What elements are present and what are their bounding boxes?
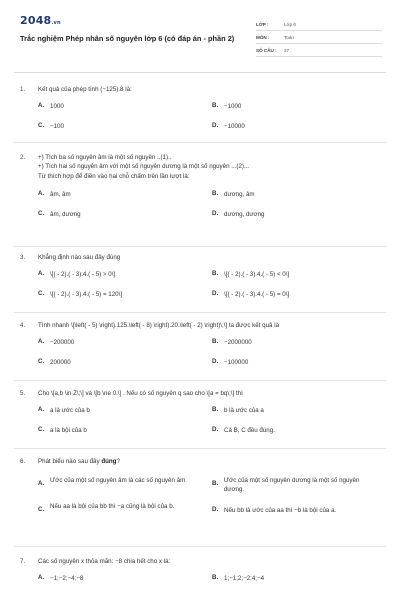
option-text: 200000 <box>50 359 71 366</box>
question-number: 5. <box>20 389 26 397</box>
option-key: A. <box>38 190 45 197</box>
option-text: Cả B, C đều đúng. <box>224 427 275 434</box>
option-text: −10000 <box>224 123 245 130</box>
option-key: A. <box>38 102 45 109</box>
answer-option[interactable] <box>38 122 208 131</box>
answer-option[interactable] <box>212 358 382 367</box>
question-text-part: ? <box>116 457 120 465</box>
option-text: −200000 <box>50 339 75 346</box>
question-4 <box>20 320 382 366</box>
option-key: B. <box>212 406 219 413</box>
option-text: −1;−2;−4;−8 <box>50 575 84 582</box>
option-key: D. <box>212 290 219 297</box>
option-text: \[( - 2).( - 3).4.( - 5) > 0\] <box>50 271 116 278</box>
question-divider <box>14 380 386 381</box>
option-text: −2000000 <box>224 339 252 346</box>
option-key: C. <box>38 426 45 433</box>
question-text: Cho \[a,b \in Z\;\] và \[b \ne 0.\] . Nếu có số nguyên q sao cho \[a = bq\;\] thì <box>38 389 243 397</box>
logo-main: 2048 <box>20 14 52 27</box>
answer-option[interactable] <box>38 102 208 111</box>
meta-label: MÔN : <box>256 34 270 40</box>
question-divider <box>14 312 386 313</box>
option-text: dương, dương <box>224 211 265 218</box>
question-subtext: Từ thích hợp để điền vào hai chỗ chấm trên lần lượt là: <box>38 173 190 180</box>
option-key: D. <box>212 506 219 513</box>
option-key: B. <box>212 480 219 487</box>
answer-option[interactable] <box>38 210 208 219</box>
answer-option[interactable] <box>212 406 382 415</box>
option-key: A. <box>38 574 45 581</box>
option-text: −1000 <box>224 103 242 110</box>
question-number: 6. <box>20 457 26 465</box>
option-key: C. <box>38 210 45 217</box>
option-text: −100000 <box>224 359 249 366</box>
answer-option[interactable] <box>38 426 208 435</box>
question-5 <box>20 388 382 434</box>
meta-label: LỚP : <box>256 21 269 27</box>
option-text: Ước của một số nguyên âm là các số nguyên âm <box>50 477 186 484</box>
option-key: D. <box>212 358 219 365</box>
meta-value: 37 <box>284 47 290 53</box>
question-text: Các số nguyên x thỏa mãn: −8 chia hết cho x là: <box>38 557 171 565</box>
option-text: a là bội của b <box>50 427 87 434</box>
document-header <box>20 10 382 60</box>
answer-option[interactable] <box>38 406 208 415</box>
option-key: B. <box>212 190 219 197</box>
question-6 <box>20 456 382 524</box>
option-text: Nếu bb là ước của aa thì −b là bội của a. <box>224 507 337 514</box>
site-logo[interactable] <box>20 14 61 27</box>
option-key: D. <box>212 426 219 433</box>
option-key: B. <box>212 574 219 581</box>
option-text: \[( - 2).( - 3).4.( - 5) = 0\] <box>224 291 290 298</box>
question-number: 7. <box>20 557 26 565</box>
answer-option[interactable] <box>38 574 208 583</box>
question-number: 4. <box>20 321 26 329</box>
logo-suffix: .vn <box>51 20 61 26</box>
answer-option[interactable] <box>212 426 382 435</box>
question-emphasis: đúng <box>101 457 117 465</box>
header-divider <box>14 72 386 73</box>
answer-option[interactable] <box>38 290 208 299</box>
answer-option[interactable] <box>212 574 382 583</box>
answer-option[interactable] <box>38 358 208 367</box>
question-3 <box>20 252 382 298</box>
option-key: B. <box>212 338 219 345</box>
option-key: A. <box>38 270 45 277</box>
answer-option[interactable] <box>38 338 208 347</box>
meta-row-count <box>256 44 382 57</box>
question-divider <box>14 246 386 247</box>
option-key: B. <box>212 102 219 109</box>
meta-row-subject <box>256 31 382 44</box>
option-text: b là ước của a <box>224 407 264 414</box>
option-key: C. <box>38 290 45 297</box>
answer-option[interactable] <box>38 190 208 199</box>
question-1 <box>20 84 382 130</box>
option-key: C. <box>38 122 45 129</box>
option-text: Ước của một số nguyên dương là một số nguyên dương. <box>223 477 360 493</box>
question-number: 2. <box>20 153 26 161</box>
meta-value: Toán <box>284 34 294 40</box>
option-key: D. <box>212 210 219 217</box>
question-2 <box>20 152 382 218</box>
meta-row-grade <box>256 18 382 31</box>
question-text-part: Phát biểu nào sau đây <box>38 457 102 465</box>
option-text: 1000 <box>50 103 64 110</box>
meta-label: SỐ CÂU : <box>256 47 277 53</box>
page-title: Trắc nghiệm Phép nhân số nguyên lớp 6 (có đáp án - phần 2) <box>20 34 235 43</box>
option-text: âm, dương <box>50 211 81 218</box>
answer-option[interactable] <box>212 102 382 111</box>
option-key: A. <box>38 480 45 487</box>
option-text: −100 <box>50 123 64 130</box>
answer-option[interactable] <box>212 338 382 347</box>
answer-option[interactable] <box>212 270 382 279</box>
question-subtext: +) Tích hai số nguyên âm với một số nguyên dương là một số nguyên ...(2)... <box>38 163 250 170</box>
option-text: Nếu aa là bội của bb thì −a cũng là bội của b. <box>50 503 175 510</box>
question-number: 3. <box>20 253 26 261</box>
answer-option[interactable] <box>212 210 382 219</box>
question-text: +) Tích ba số nguyên âm là một số nguyên ..(1).. <box>38 153 172 161</box>
answer-option[interactable] <box>212 190 382 199</box>
option-text: dương, âm <box>224 191 255 198</box>
meta-info <box>256 18 382 57</box>
answer-option[interactable] <box>212 476 372 494</box>
question-divider <box>14 546 386 547</box>
answer-option[interactable] <box>212 122 382 131</box>
question-text: Khẳng định nào sau đây đúng <box>38 253 121 261</box>
option-text: 1;−1;2;−2;4;−4 <box>224 575 265 582</box>
answer-option[interactable] <box>38 502 198 513</box>
option-text: a là ước của b <box>50 407 90 414</box>
option-key: B. <box>212 270 219 277</box>
option-key: D. <box>212 122 219 129</box>
option-key: C. <box>38 506 45 513</box>
option-key: C. <box>38 358 45 365</box>
meta-value: Lớp 6 <box>284 21 296 27</box>
question-7 <box>20 556 382 590</box>
option-text: \[( - 2).( - 3).4.( - 5) < 0\] <box>224 271 290 278</box>
answer-option[interactable] <box>212 506 382 515</box>
option-text: \[( - 2).( - 3).4.( - 5) = 120\] <box>50 291 123 298</box>
question-divider <box>14 142 386 143</box>
option-key: A. <box>38 338 45 345</box>
question-text: Kết quả của phép tính (−125).8 là: <box>38 85 132 93</box>
option-text: âm, âm <box>50 191 71 198</box>
answer-option[interactable] <box>38 476 198 487</box>
answer-option[interactable] <box>212 290 382 299</box>
question-text <box>38 458 120 465</box>
answer-option[interactable] <box>38 270 208 279</box>
question-text: Tính nhanh \[\left( - 5) \right).125.\left( - 8) \right).20.\left( - 2) \right)\;\] ta được kết quả là <box>38 321 280 329</box>
question-number: 1. <box>20 85 26 93</box>
question-divider <box>14 448 386 449</box>
option-key: A. <box>38 406 45 413</box>
